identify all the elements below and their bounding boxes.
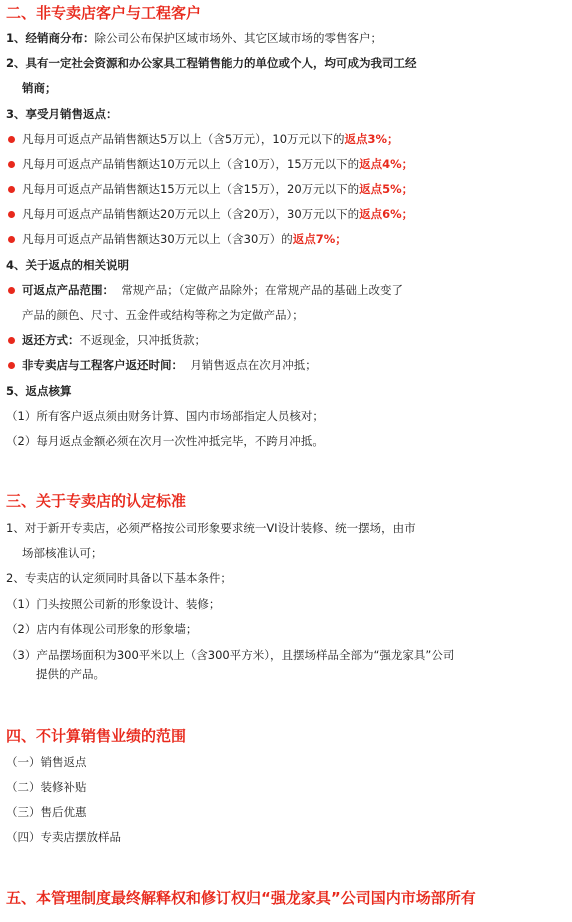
bullet-dot — [8, 161, 15, 168]
return-time-label: 非专卖店与工程客户返还时间： — [22, 358, 183, 372]
condition-item-3-line-1: （3）产品摆场面积为300平米以上（含300平方米），且摆场样品全部为“强龙家具”公司 — [6, 648, 455, 662]
rebate-rate: 返点4%； — [359, 157, 414, 171]
distributor-area-line — [6, 30, 382, 46]
exclusion-item: （三）售后优惠 — [6, 805, 87, 819]
rebate-item — [22, 181, 413, 197]
eligibility-line-2: 销商； — [22, 81, 57, 95]
scope-line-2: 产品的颜色、尺寸、五金件或结构等称之为定做产品）； — [22, 308, 304, 322]
rebate-accounting-heading: 5、返点核算 — [6, 384, 72, 398]
monthly-rebate-heading: 3、享受月销售返点： — [6, 107, 118, 121]
condition-item-1: （1）门头按照公司新的形象设计、装修； — [6, 597, 221, 611]
rebate-text: 凡每月可返点产品销售额达20万元以上（含20万），30万元以下的 — [22, 207, 360, 221]
rebate-text: 凡每月可返点产品销售额达15万元以上（含15万），20万元以下的 — [22, 182, 360, 196]
accounting-item-1: （1）所有客户返点须由财务计算、国内市场部指定人员核对； — [6, 409, 324, 423]
condition-item-3-line-2: 提供的产品。 — [36, 667, 105, 681]
rebate-text: 凡每月可返点产品销售额达30万元以上（含30万）的 — [22, 232, 293, 246]
section-3-title: 三、关于专卖店的认定标准 — [6, 492, 187, 510]
exclusion-item: （二）装修补贴 — [6, 780, 87, 794]
bullet-dot — [8, 287, 15, 294]
store-conditions-heading: 2、专卖店的认定须同时具备以下基本条件； — [6, 571, 232, 585]
bullet-dot — [8, 362, 15, 369]
section-5-title: 五、本管理制度最终解释权和修订权归“强龙家具”公司国内市场部所有 — [6, 889, 476, 907]
rebate-rate: 返点5%； — [359, 182, 414, 196]
return-method-text: 不返现金，只冲抵货款； — [79, 333, 206, 347]
bullet-dot — [8, 186, 15, 193]
condition-item-2: （2）店内有体现公司形象的形象墙； — [6, 622, 198, 636]
return-method-label: 返还方式： — [22, 333, 80, 347]
return-time-line — [22, 357, 317, 373]
exclusion-item: （一）销售返点 — [6, 755, 87, 769]
distributor-area-text: 除公司公布保护区域市场外、其它区域市场的零售客户； — [94, 31, 383, 45]
rebate-rate: 返点7%； — [292, 232, 347, 246]
rebate-rate: 返点6%； — [359, 207, 414, 221]
return-method-line — [22, 332, 206, 348]
distributor-area-label: 1、经销商分布： — [6, 31, 95, 45]
bullet-dot — [8, 236, 15, 243]
bullet-dot — [8, 136, 15, 143]
rebate-item — [22, 231, 347, 247]
rebate-item — [22, 206, 413, 222]
exclusion-item: （四）专卖店摆放样品 — [6, 830, 121, 844]
scope-line — [22, 282, 403, 298]
rebate-item — [22, 131, 399, 147]
scope-label: 可返点产品范围： — [22, 283, 114, 297]
new-store-line-1: 1、对于新开专卖店，必须严格按公司形象要求统一VI设计装修、统一摆场，由市 — [6, 521, 416, 535]
rebate-text: 凡每月可返点产品销售额达10万元以上（含10万），15万元以下的 — [22, 157, 360, 171]
rebate-rate: 返点3%； — [344, 132, 399, 146]
rebate-text: 凡每月可返点产品销售额达5万以上（含5万元），10万元以下的 — [22, 132, 345, 146]
eligibility-line-1: 2、具有一定社会资源和办公家具工程销售能力的单位或个人，均可成为我司工经 — [6, 56, 417, 70]
bullet-dot — [8, 337, 15, 344]
bullet-dot — [8, 211, 15, 218]
accounting-item-2: （2）每月返点金额必须在次月一次性冲抵完毕，不跨月冲抵。 — [6, 434, 324, 448]
section-4-title: 四、不计算销售业绩的范围 — [6, 727, 187, 745]
rebate-notes-heading: 4、关于返点的相关说明 — [6, 258, 130, 272]
scope-text: 常规产品；（定做产品除外；在常规产品的基础上改变了 — [121, 283, 404, 297]
rebate-item — [22, 156, 413, 172]
new-store-line-2: 场部核准认可； — [22, 546, 103, 560]
return-time-text: 月销售返点在次月冲抵； — [190, 358, 317, 372]
section-2-title: 二、非专卖店客户与工程客户 — [6, 4, 202, 22]
